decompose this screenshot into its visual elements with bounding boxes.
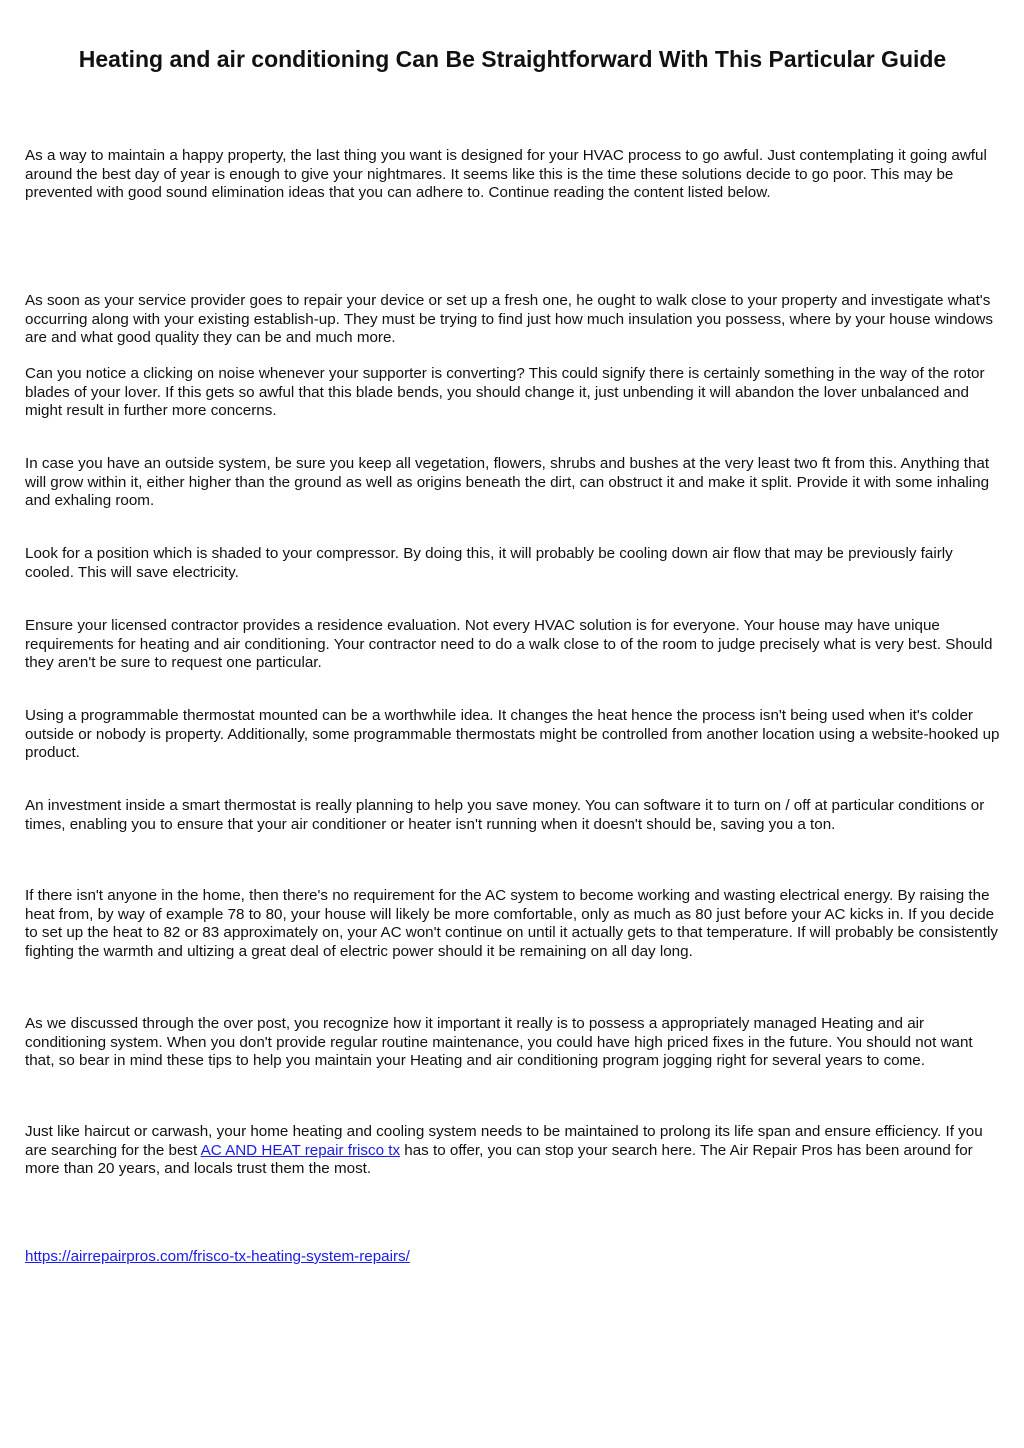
paragraph-outside-system: In case you have an outside system, be sure you keep all vegetation, flowers, shrubs and bushes at the very least two ft from this. Anything that will grow within it, either higher than the ground as well as origins beneath the dirt, can obstruct it and make it split. Provide it with some inhaling and exhaling room. xyxy=(25,455,990,509)
paragraph-clicking-noise: Can you notice a clicking on noise whenever your supporter is converting? This could signify there is certainly something in the way of the rotor blades of your lover. If this gets so awful that this blade bends, you should change it, just unbending it will abandon the lover unbalanced and might result in further more concerns. xyxy=(25,365,985,419)
paragraph-home-evaluation: Ensure your licensed contractor provides a residence evaluation. Not every HVAC solution is for everyone. Your house may have unique requirements for heating and air conditioning. Your contractor need to do a walk close to of the room to judge precisely what is very best. Should they aren't be sure to request one particular. xyxy=(25,617,993,671)
paragraph-intro: As a way to maintain a happy property, the last thing you want is designed for your HVAC process to go awful. Just contemplating it going awful around the best day of year is enough to give your nightmares. It seems like this is the time these solutions decide to go poor. This may be prevented with good sound elimination ideas that you can adhere to. Continue reading the content listed below. xyxy=(25,147,987,201)
paragraph-closing xyxy=(25,1123,1000,1179)
paragraph-conclusion: As we discussed through the over post, you recognize how it important it really is to possess a appropriately managed Heating and air conditioning system. When you don't provide regular routine maintenance, you could have high priced fixes in the future. You should not want that, so bear in mind these tips to help you maintain your Heating and air conditioning program jogging right for several years to come. xyxy=(25,1015,973,1069)
airrepairpros-url-link[interactable]: https://airrepairpros.com/frisco-tx-heating-system-repairs/ xyxy=(25,1248,410,1265)
paragraph-empty-home: If there isn't anyone in the home, then there's no requirement for the AC system to become working and wasting electrical energy. By raising the heat from, by way of example 78 to 80, your house will likely be more comfortable, only as much as 80 just before your AC kicks in. If you decide to set up the heat to 82 or 83 approximately on, your AC won't continue on until it actually gets to that temperature. If will probably be consistently fighting the warmth and ultizing a great deal of electric power should it be remaining on all day long. xyxy=(25,887,998,960)
paragraph-programmable-thermostat: Using a programmable thermostat mounted can be a worthwhile idea. It changes the heat hence the process isn't being used when it's colder outside or nobody is property. Additionally, some programmable thermostats might be controlled from another location using a website-hooked up product. xyxy=(25,707,1000,761)
paragraph-shaded-compressor: Look for a position which is shaded to your compressor. By doing this, it will probably be cooling down air flow that may be previously fairly cooled. This will save electricity. xyxy=(25,545,953,581)
ac-heat-repair-link[interactable]: AC AND HEAT repair frisco tx xyxy=(200,1141,401,1159)
closing-text-before: Just like haircut or carwash, your home heating and cooling system needs to be maintained to prolong its life span and ensure efficiency. If you are searching for the best xyxy=(25,1123,983,1159)
paragraph-smart-thermostat: An investment inside a smart thermostat is really planning to help you save money. You can software it to turn on / off at particular conditions or times, enabling you to ensure that your air conditioner or heater isn't running when it doesn't should be, saving you a ton. xyxy=(25,797,985,833)
closing-text-after: has to offer, you can stop your search here. The Air Repair Pros has been around for more than 20 years, and locals trust them the most. xyxy=(25,1141,973,1177)
url-paragraph xyxy=(25,1248,1000,1267)
document-title: Heating and air conditioning Can Be Straightforward With This Particular Guide xyxy=(78,46,947,72)
paragraph-service-provider: As soon as your service provider goes to repair your device or set up a fresh one, he ought to walk close to your property and investigate what's occurring along with your existing establish-up. They must be trying to find just how much insulation you possess, where by your house windows are and what good quality they can be and much more. xyxy=(25,292,993,346)
